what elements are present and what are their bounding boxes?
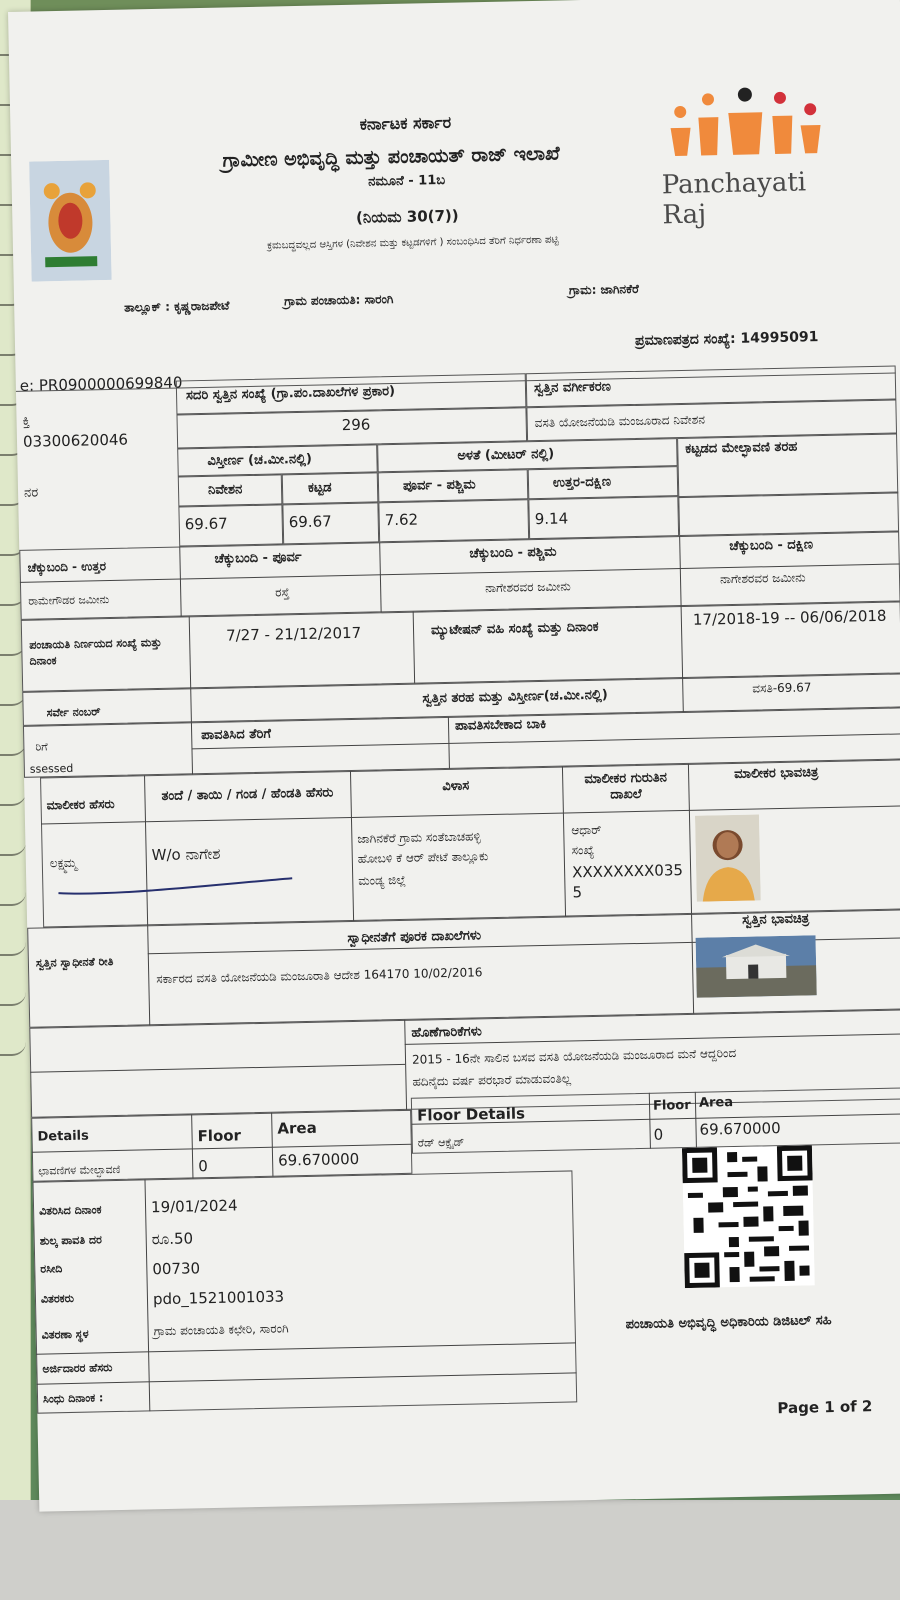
logo-text: Panchayati Raj <box>661 167 807 231</box>
north-south-label: ಉತ್ತರ-ದಕ್ಷಿಣ <box>552 474 612 491</box>
assessed-label: ssessed <box>29 761 74 776</box>
qr-code <box>682 1145 815 1288</box>
owner-id-line-3: XXXXXXXX035 <box>571 861 684 882</box>
owner-id-line-4: 5 <box>572 883 583 902</box>
west-boundary-value: ನಾಗೇಶರವರ ಜಮೀನು <box>485 579 571 596</box>
floor-left-floor-label: Floor <box>197 1126 242 1146</box>
nara-label: ನರ <box>23 485 39 501</box>
taluk: ತಾಲ್ಲೂಕ್ : ಕೃಷ್ಣರಾಜಪೇಟೆ <box>124 298 230 315</box>
floor-left-details-label: Details <box>37 1128 89 1145</box>
site-area-value: 69.67 <box>184 514 228 534</box>
north-boundary-label: ಚೆಕ್ಕುಬಂದಿ - ಉತ್ತರ <box>27 559 107 575</box>
floor-right-details-label: Floor Details <box>417 1104 526 1125</box>
floor-left-row-floor: 0 <box>198 1157 208 1176</box>
address-line-1: ಜಾಗಿನಕೆರೆ ಗ್ರಾಮ ಸಂತೆಬಾಚಹಳ್ಳಿ <box>357 829 481 846</box>
floor-right-floor-label: Floor <box>652 1097 691 1114</box>
address-line-3: ಮಂಡ್ಯ ಜಿಲ್ಲೆ <box>358 872 407 888</box>
building-label: ಕಟ್ಟಡ <box>307 480 332 496</box>
issued-by-label: ವಿತರಕರು <box>40 1291 75 1306</box>
relation-label: ತಂದೆ / ತಾಯಿ / ಗಂಡ / ಹೆಂಡತಿ ಹೆಸರು <box>161 785 334 804</box>
govt-title: ಕರ್ನಾಟಕ ಸರ್ಕಾರ <box>359 112 452 134</box>
floor-left-row-label: ಛಾವಣಿಗಳ ಮೇಲ್ಛಾವಣಿ <box>38 1162 121 1178</box>
east-west-value: 7.62 <box>384 510 419 530</box>
property-photo <box>696 935 817 997</box>
certificate-number: ಪ್ರಮಾಣಪತ್ರದ ಸಂಖ್ಯೆ: 14995091 <box>634 329 819 349</box>
page-indicator: Page 1 of 2 <box>777 1397 873 1418</box>
address-line-2: ಹೋಬಳಿ ಕೆ ಆರ್ ಪೇಟೆ ತಾಲ್ಲೂಕು <box>357 849 489 866</box>
owner-id-line-2: ಸಂಖ್ಯೆ <box>571 842 595 858</box>
owner-name: ಲಕ್ಷ್ಮಮ್ಮ <box>49 855 77 871</box>
floor-right-row-floor: 0 <box>653 1125 664 1144</box>
mutation-label: ಮ್ಯುಟೇಷನ್ ವಹಿ ಸಂಖ್ಯೆ ಮತ್ತು ದಿನಾಂಕ <box>430 619 599 639</box>
panchayati-raj-logo <box>650 75 843 231</box>
property-number-label: ಸದರಿ ಸ್ವತ್ತಿನ ಸಂಖ್ಯೆ (ಗ್ರಾ.ಪಂ.ದಾಖಲೆಗಳ ಪ್ರಕಾರ) <box>185 383 396 404</box>
document-sheet <box>8 0 900 1512</box>
floor-left-row-area: 69.670000 <box>277 1149 360 1170</box>
issue-date: 19/01/2024 <box>150 1196 238 1217</box>
floor-left-area-label: Area <box>277 1118 317 1138</box>
background-bottom <box>0 1500 900 1600</box>
pr-number: e: PR0900000699840 <box>19 373 183 395</box>
mutation-value: 17/2018-19 -- 06/06/2018 <box>692 606 887 629</box>
liabilities-label: ಹೊಣೆಗಾರಿಕೆಗಳು <box>411 1024 482 1041</box>
side-label: ಕ್ತಿ <box>22 413 30 429</box>
site-label: ನಿವೇಶನ <box>207 482 243 498</box>
owner-photo-label: ಮಾಲೀಕರ ಭಾವಚಿತ್ರ <box>733 765 819 782</box>
property-type-value: ವಸತಿ-69.67 <box>752 680 812 696</box>
survey-number-label: ಸರ್ವೇ ನಂಬರ್ <box>46 705 101 720</box>
floor-right-row-area: 69.670000 <box>699 1119 781 1139</box>
ownership-docs-value: ಸರ್ಕಾರದ ವಸತಿ ಯೋಜನೆಯಡಿ ಮಂಜೂರಾತಿ ಆದೇಶ 164170 10/02/2016 <box>156 965 483 987</box>
expiry-label: ಸಿಂಧು ದಿನಾಂಕ : <box>42 1391 104 1406</box>
building-area-value: 69.67 <box>288 512 332 532</box>
north-boundary-value: ರಾಮೇಗೌಡರ ಜಮೀನು <box>28 593 110 608</box>
karnataka-emblem-icon <box>29 160 111 282</box>
ownership-mode-label: ಸ್ವತ್ತಿನ ಸ್ವಾಧೀನತೆ ರೀತಿ <box>35 955 114 970</box>
dimension-label: ಅಳತೆ (ಮೀಟರ್ ನಲ್ಲಿ) <box>457 446 555 464</box>
east-west-label: ಪೂರ್ವ - ಪಶ್ಚಿಮ <box>402 477 476 494</box>
form-subtitle: ಕ್ರಮಬದ್ಧವಲ್ಲದ ಆಸ್ತಿಗಳ (ನಿವೇಶನ ಮತ್ತು ಕಟ್ಟಡಗಳಿಗೆ ) ಸಂಬಂಧಿಸಿದ ತೆರಿಗೆ ನಿರ್ಧರಣಾ ಪಟ್ಟಿ <box>267 234 559 252</box>
tax-due-label: ಪಾವತಿಸಬೇಕಾದ ಬಾಕಿ <box>454 716 547 734</box>
owner-id-line-1: ಆಧಾರ್ <box>571 822 602 838</box>
floor-right-area-label: Area <box>698 1095 734 1111</box>
property-id: 03300620046 <box>22 430 129 451</box>
dept-title: ಗ್ರಾಮೀಣ ಅಭಿವೃದ್ಧಿ ಮತ್ತು ಪಂಚಾಯತ್ ರಾಜ್ ಇಲಾಖೆ <box>222 142 560 172</box>
rule-number: (ನಿಯಮ 30(7)) <box>355 206 459 227</box>
west-boundary-label: ಚೆಕ್ಕುಬಂದಿ - ಪಶ್ಚಿಮ <box>469 544 557 562</box>
south-boundary-value: ನಾಗೇಶರವರ ಜಮೀನು <box>719 570 806 587</box>
roof-type-label: ಕಟ್ಟಡದ ಮೇಲ್ಛಾವಣಿ ತರಹ <box>685 439 798 457</box>
north-south-value: 9.14 <box>534 509 569 529</box>
receipt-label: ರಸೀದಿ <box>40 1262 63 1276</box>
tax-paid-label: ಪಾವತಿಸಿದ ತೆರಿಗೆ <box>201 726 272 744</box>
liabilities-line-1: 2015 - 16ನೇ ಸಾಲಿನ ಬಸವ ವಸತಿ ಯೋಜನೆಯಡಿ ಮಂಜೂರಾದ ಮನೆ ಆದ್ದರಿಂದ <box>411 1045 737 1067</box>
issue-place-value: ಗ್ರಾಮ ಪಂಚಾಯತಿ ಕಛೇರಿ, ಸಾರಂಗಿ <box>153 1321 289 1339</box>
resolution-label: ಪಂಚಾಯತಿ ನಿರ್ಣಯದ ಸಂಖ್ಯೆ ಮತ್ತು ದಿನಾಂಕ <box>29 635 162 668</box>
classification-label: ಸ್ವತ್ತಿನ ವರ್ಗೀಕರಣ <box>533 379 612 397</box>
tax-side-label: ರಿಗೆ <box>35 740 48 754</box>
east-boundary-value: ರಸ್ತೆ <box>275 585 290 600</box>
owner-id-label: ಮಾಲೀಕರ ಗುರುತಿನ ದಾಖಲೆ <box>584 770 668 803</box>
area-label: ವಿಸ್ತೀರ್ಣ (ಚ.ಮೀ.ನಲ್ಲಿ) <box>207 451 313 469</box>
issued-by-value: pdo_1521001033 <box>152 1287 285 1309</box>
owner-relation: W/o ನಾಗೇಶ <box>151 844 221 865</box>
property-photo-label: ಸ್ವತ್ತಿನ ಭಾವಚಿತ್ರ <box>742 911 810 928</box>
property-number-value: 296 <box>341 415 371 435</box>
classification-value: ವಸತಿ ಯೋಜನೆಯಡಿ ಮಂಜೂರಾದ ನಿವೇಶನ <box>534 412 706 431</box>
applicant-label: ಅರ್ಜಿದಾರರ ಹೆಸರು <box>42 1361 113 1376</box>
address-label: ವಿಳಾಸ <box>442 778 470 795</box>
receipt-value: 00730 <box>152 1259 201 1279</box>
floor-right-row-label: ರೆಡ್ ಆಕ್ಸೈಡ್ <box>417 1135 465 1150</box>
fee-label: ಶುಲ್ಕ ಪಾವತಿ ದರ <box>39 1233 102 1248</box>
issue-place-label: ವಿತರಣಾ ಸ್ಥಳ <box>41 1327 89 1342</box>
property-type-label: ಸ್ವತ್ತಿನ ತರಹ ಮತ್ತು ವಿಸ್ತೀರ್ಣ(ಚ.ಮೀ.ನಲ್ಲಿ) <box>422 687 608 707</box>
form-number: ನಮೂನೆ - 11ಬ <box>367 172 446 190</box>
gram-panchayat: ಗ್ರಾಮ ಪಂಚಾಯತಿ: ಸಾರಂಗಿ <box>283 291 394 309</box>
fee-value: ರೂ.50 <box>151 1229 194 1249</box>
liabilities-line-2: ಹದಿನೈದು ವರ್ಷ ಪರಭಾರೆ ಮಾಡುವಂತಿಲ್ಲ <box>412 1071 572 1089</box>
owner-photo <box>695 814 761 901</box>
issue-date-label: ವಿತರಿಸಿದ ದಿನಾಂಕ <box>38 1203 102 1218</box>
ownership-docs-label: ಸ್ವಾಧೀನತೆಗೆ ಪೂರಕ ದಾಖಲೆಗಳು <box>347 928 482 947</box>
digital-signature-label: ಪಂಚಾಯತಿ ಅಭಿವೃದ್ಧಿ ಅಧಿಕಾರಿಯ ಡಿಜಿಟಲ್ ಸಹಿ <box>625 1313 832 1333</box>
owner-name-label: ಮಾಲೀಕರ ಹೆಸರು <box>46 796 115 813</box>
village: ಗ್ರಾಮ: ಜಾಗಿನಕೆರೆ <box>568 281 639 298</box>
south-boundary-label: ಚೆಕ್ಕುಬಂದಿ - ದಕ್ಷಿಣ <box>729 537 814 555</box>
east-boundary-label: ಚೆಕ್ಕುಬಂದಿ - ಪೂರ್ವ <box>214 549 302 567</box>
resolution-value: 7/27 - 21/12/2017 <box>225 623 362 645</box>
